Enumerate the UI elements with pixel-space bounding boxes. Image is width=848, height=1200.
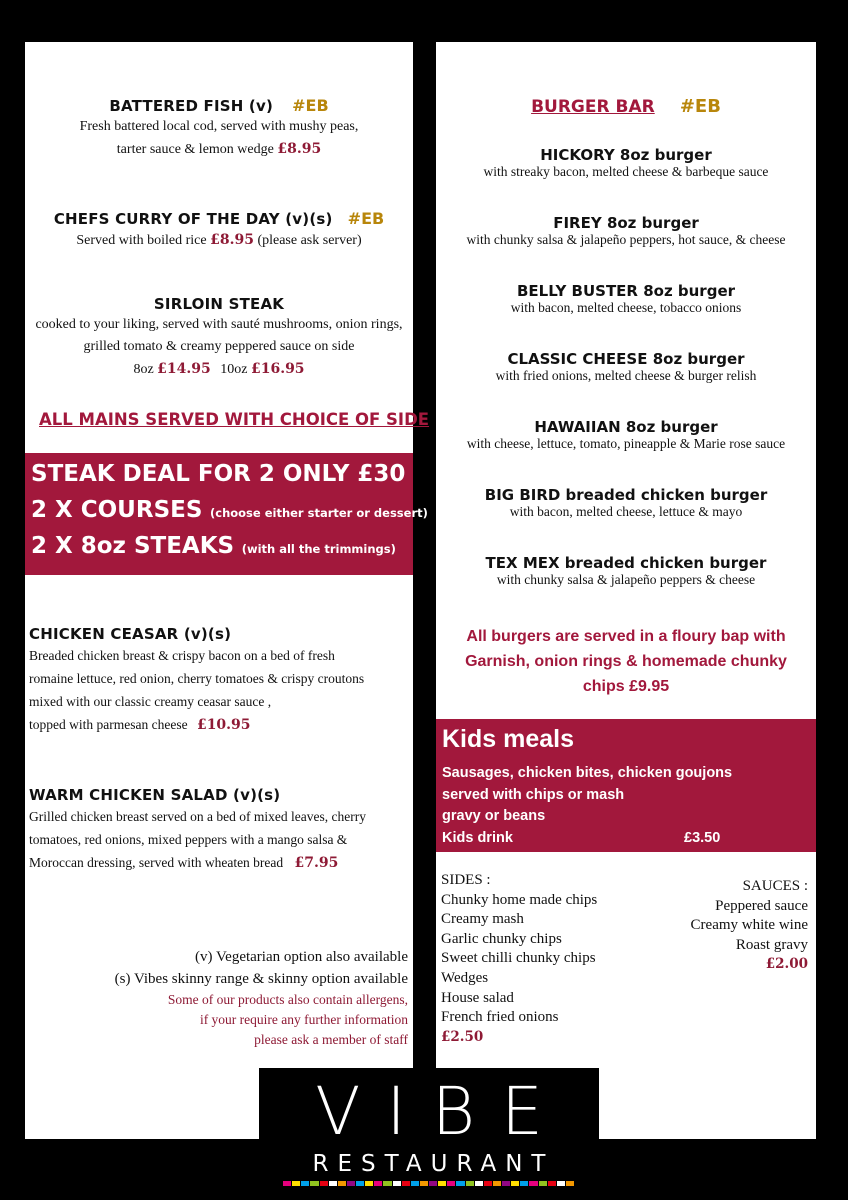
warm-chicken-item <box>29 785 409 875</box>
steak-deal-line-1: STEAK DEAL FOR 2 ONLY £30 <box>31 461 406 487</box>
kids-line-4: Kids drink <box>442 829 513 846</box>
chicken-ceasar-line-1: Breaded chicken breast & crispy bacon on a bed of fresh <box>29 648 335 663</box>
sides-price: £2.50 <box>441 1028 484 1045</box>
curry-item <box>25 209 413 252</box>
allergen-note-2: if your require any further information <box>199 1012 408 1027</box>
stripe-segment <box>493 1181 501 1186</box>
steak-deal-line-2: 2 X COURSES <box>31 497 203 523</box>
burger-item-tex-mex <box>436 554 816 588</box>
stripe-segment <box>511 1181 519 1186</box>
sides-list <box>441 871 597 1047</box>
burger-title: FIREY 8oz burger <box>553 214 699 232</box>
veg-note: (v) Vegetarian option also available <box>195 949 408 965</box>
warm-chicken-line-2: tomatoes, red onions, mixed peppers with a mango salsa & <box>29 832 348 847</box>
sirloin-price-1: £14.95 <box>157 361 211 377</box>
sirloin-desc-1: cooked to your liking, served with sauté mushrooms, onion rings, <box>35 317 403 332</box>
sirloin-item <box>25 294 413 381</box>
burger-desc: with streaky bacon, melted cheese & barbeque sauce <box>483 164 769 179</box>
stripe-segment <box>402 1181 410 1186</box>
stripe-segment <box>438 1181 446 1186</box>
burger-bar-header <box>436 96 816 118</box>
curry-tag: #EB <box>347 209 385 228</box>
burger-note <box>436 624 816 699</box>
stripe-segment <box>475 1181 483 1186</box>
burger-bar-title: BURGER BAR <box>531 97 655 117</box>
sirloin-desc-2: grilled tomato & creamy peppered sauce on side <box>83 339 355 354</box>
right-menu-panel <box>436 42 816 1139</box>
sirloin-price-2: £16.95 <box>250 361 305 377</box>
sauces-title: SAUCES : <box>742 878 808 894</box>
stripe-segment <box>329 1181 337 1186</box>
kids-line-1: Sausages, chicken bites, chicken goujons <box>442 765 733 781</box>
stripe-segment <box>320 1181 328 1186</box>
sauce-item: Roast gravy <box>735 936 808 953</box>
battered-fish-item <box>25 96 413 161</box>
burger-item-hickory <box>436 146 816 180</box>
burger-note-3: chips £9.95 <box>582 678 670 695</box>
vibe-logo <box>259 1068 599 1200</box>
stripe-segment <box>301 1181 309 1186</box>
steak-deal-line-2-note: (choose either starter or dessert) <box>210 506 428 520</box>
burger-title: CLASSIC CHEESE 8oz burger <box>507 350 745 368</box>
skinny-note: (s) Vibes skinny range & skinny option available <box>114 971 408 987</box>
kids-line-2: served with chips or mash <box>442 786 625 803</box>
side-item: Creamy mash <box>441 911 524 928</box>
side-item: Chunky home made chips <box>441 891 598 908</box>
kids-meals-title: Kids meals <box>442 725 575 753</box>
stripe-segment <box>429 1181 437 1186</box>
warm-chicken-line-1: Grilled chicken breast served on a bed of mixed leaves, cherry <box>29 809 366 824</box>
stripe-segment <box>502 1181 510 1186</box>
burger-bar-tag: #EB <box>679 96 721 117</box>
stripe-segment <box>420 1181 428 1186</box>
stripe-segment <box>292 1181 300 1186</box>
stripe-segment <box>347 1181 355 1186</box>
side-item: French fried onions <box>441 1009 559 1026</box>
side-item: Sweet chilli chunky chips <box>441 950 596 967</box>
warm-chicken-line-3: Moroccan dressing, served with wheaten bread <box>29 855 284 870</box>
burger-item-firey <box>436 214 816 248</box>
chicken-ceasar-item <box>29 624 409 737</box>
allergen-note-1: Some of our products also contain allergens, <box>167 992 408 1007</box>
sides-title: SIDES : <box>441 872 491 888</box>
burger-item-big-bird <box>436 486 816 520</box>
stripe-segment <box>557 1181 565 1186</box>
steak-deal-line-3-note: (with all the trimmings) <box>241 542 396 556</box>
stripe-segment <box>374 1181 382 1186</box>
stripe-segment <box>411 1181 419 1186</box>
kids-price: £3.50 <box>684 829 721 846</box>
burger-title: TEX MEX breaded chicken burger <box>485 554 767 572</box>
curry-title: CHEFS CURRY OF THE DAY (v)(s) <box>53 210 333 228</box>
stripe-segment <box>484 1181 492 1186</box>
burger-title: BIG BIRD breaded chicken burger <box>484 486 768 504</box>
stripe-segment <box>539 1181 547 1186</box>
stripe-segment <box>365 1181 373 1186</box>
stripe-segment <box>338 1181 346 1186</box>
mains-side-note: ALL MAINS SERVED WITH CHOICE OF SIDE <box>39 410 430 429</box>
chicken-ceasar-title: CHICKEN CEASAR (v)(s) <box>29 625 232 643</box>
sauces-list <box>691 877 808 975</box>
stripe-segment <box>383 1181 391 1186</box>
curry-desc-a: Served with boiled rice <box>76 233 207 248</box>
stripe-segment <box>466 1181 474 1186</box>
stripe-segment <box>356 1181 364 1186</box>
sirloin-title: SIRLOIN STEAK <box>153 295 285 313</box>
chicken-ceasar-line-3: mixed with our classic creamy ceasar sauce , <box>29 694 272 709</box>
burger-title: HICKORY 8oz burger <box>540 146 712 164</box>
battered-fish-price: £8.95 <box>277 141 322 157</box>
sauces-price: £2.00 <box>765 956 808 973</box>
stripe-segment <box>566 1181 574 1186</box>
sauce-item: Creamy white wine <box>690 917 808 934</box>
curry-price: £8.95 <box>210 232 254 248</box>
allergen-note-3: please ask a member of staff <box>254 1032 408 1047</box>
burger-title: BELLY BUSTER 8oz burger <box>516 282 736 300</box>
stripe-segment <box>456 1181 464 1186</box>
logo-subtitle: RESTAURANT <box>312 1151 555 1177</box>
steak-deal-line-3: 2 X 8oz STEAKS <box>31 533 235 559</box>
sauce-item: Peppered sauce <box>715 897 808 914</box>
burger-desc: with cheese, lettuce, tomato, pineapple & Marie rose sauce <box>466 436 786 451</box>
chicken-ceasar-line-2: romaine lettuce, red onion, cherry tomatoes & crispy croutons <box>29 671 365 686</box>
battered-fish-title: BATTERED FISH (v) <box>109 97 274 115</box>
battered-fish-desc-2: tarter sauce & lemon wedge <box>116 142 274 157</box>
footnotes <box>29 946 408 1050</box>
stripe-segment <box>529 1181 537 1186</box>
kids-meals-banner <box>436 719 816 852</box>
stripe-segment <box>520 1181 528 1186</box>
chicken-ceasar-line-4: topped with parmesan cheese <box>29 717 188 732</box>
burger-desc: with chunky salsa & jalapeño peppers & cheese <box>496 572 756 587</box>
stripe-segment <box>283 1181 291 1186</box>
burger-desc: with bacon, melted cheese, lettuce & mayo <box>509 504 743 519</box>
burger-note-1: All burgers are served in a floury bap with <box>466 628 786 645</box>
burger-item-belly-buster <box>436 282 816 316</box>
stripe-segment <box>447 1181 455 1186</box>
stripe-segment <box>393 1181 401 1186</box>
chicken-ceasar-price: £10.95 <box>196 717 251 733</box>
steak-deal-banner <box>25 453 428 575</box>
battered-fish-desc-1: Fresh battered local cod, served with mushy peas, <box>79 119 359 134</box>
side-item: House salad <box>441 989 514 1006</box>
logo-word: VIBE <box>315 1073 569 1150</box>
sirloin-size-1: 8oz <box>133 362 154 377</box>
curry-desc-b: (please ask server) <box>257 233 362 248</box>
sirloin-size-2: 10oz <box>220 362 248 377</box>
warm-chicken-title: WARM CHICKEN SALAD (v)(s) <box>29 786 281 804</box>
logo-color-stripe <box>283 1181 575 1186</box>
burger-desc: with fried onions, melted cheese & burger relish <box>495 368 757 383</box>
burger-note-2: Garnish, onion rings & homemade chunky <box>465 653 787 670</box>
burger-desc: with chunky salsa & jalapeño peppers, hot sauce, & cheese <box>466 232 786 247</box>
warm-chicken-price: £7.95 <box>294 855 339 871</box>
burger-title: HAWAIIAN 8oz burger <box>534 418 718 436</box>
burger-item-classic-cheese <box>436 350 816 384</box>
stripe-segment <box>310 1181 318 1186</box>
burger-item-hawaiian <box>436 418 816 452</box>
kids-line-3: gravy or beans <box>442 808 546 824</box>
side-item: Wedges <box>441 969 489 986</box>
battered-fish-tag: #EB <box>292 96 329 115</box>
side-item: Garlic chunky chips <box>441 930 562 947</box>
burger-desc: with bacon, melted cheese, tobacco onions <box>510 300 742 315</box>
stripe-segment <box>548 1181 556 1186</box>
